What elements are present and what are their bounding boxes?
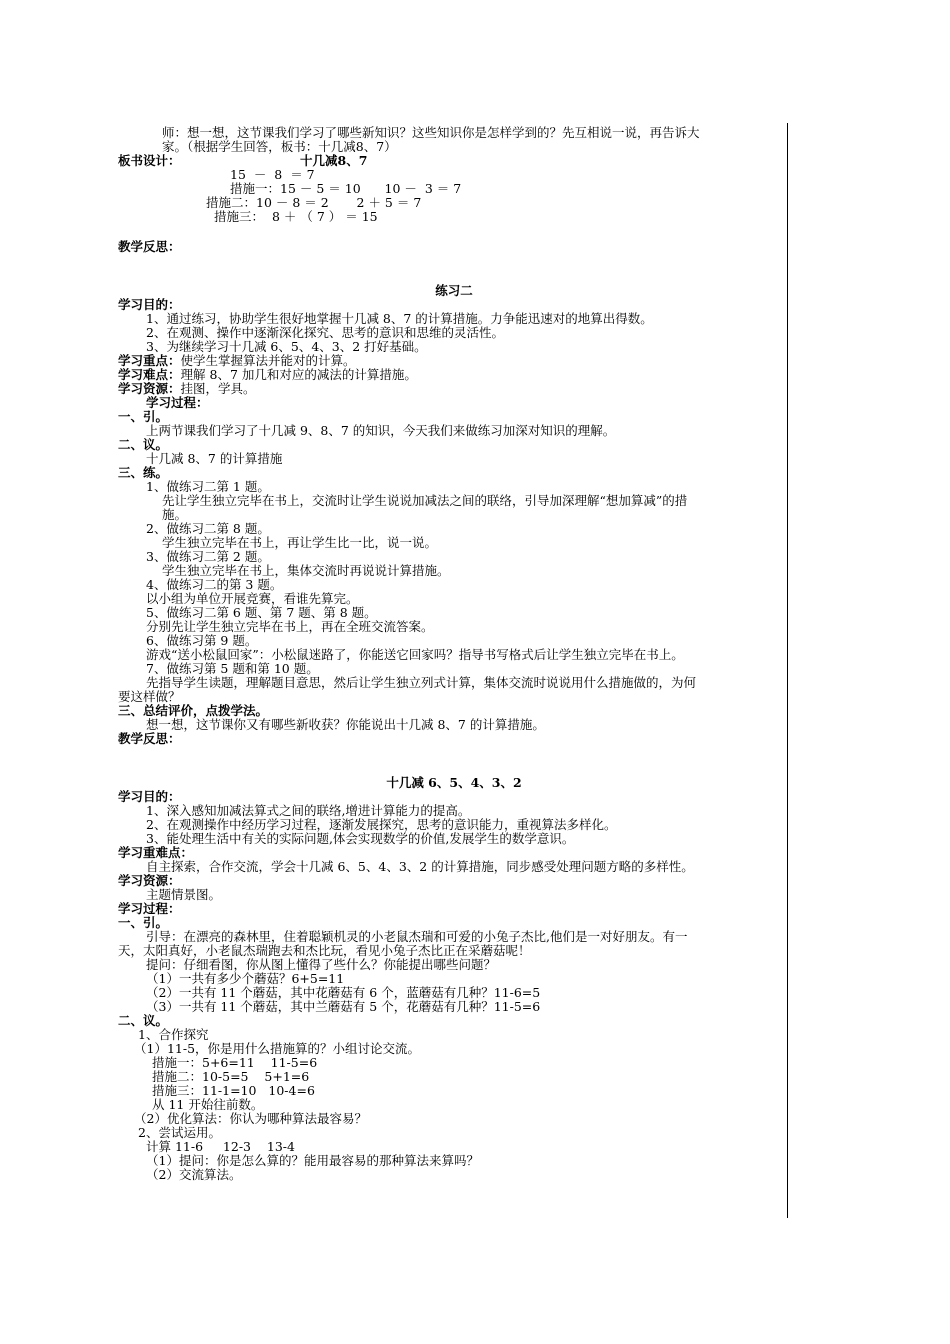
paragraph: 2、尝试运用。 <box>138 1125 221 1140</box>
section-title: 练习二 <box>435 283 473 298</box>
paragraph: （2）交流算法。 <box>146 1167 242 1182</box>
goal-item: 1、通过练习，协助学生很好地掌握十几减 8、7 的计算措施。力争能迅速对的地算出得数。 <box>146 311 653 326</box>
goal-item: 2、在观测、操作中逐渐深化探究、思考的意识和思维的灵活性。 <box>146 325 504 340</box>
teacher-line: 家。（根据学生回答，板书：十几减8、7） <box>162 139 397 154</box>
method-item: 从 11 开始往前数。 <box>152 1097 264 1112</box>
resources-label: 学习资源： <box>118 381 181 396</box>
paragraph: 提问：仔细看图，你从图上懂得了些什么？你能提出哪些问题？ <box>146 957 497 972</box>
paragraph: 先指导学生读题，理解题目意思，然后让学生独立列式计算，集体交流时说说用什么措施做的，为何 <box>146 675 697 690</box>
method-item: 措施二：10-5=5 5+1=6 <box>152 1069 310 1084</box>
resources-label: 学习资源： <box>118 873 181 888</box>
paragraph: 引导：在漂亮的森林里，住着聪颖机灵的小老鼠杰瑞和可爱的小兔子杰比,他们是一对好朋友。有一 <box>146 929 688 944</box>
question-item: （3）一共有 11 个蘑菇，其中兰蘑菇有 5 个，花蘑菇有几种？11-5=6 <box>146 999 541 1014</box>
teacher-line: 师：想一想，这节课我们学习了哪些新知识？这些知识你是怎样学到的？先互相说一说，再告诉大 <box>162 125 700 140</box>
goal-label: 学习目的： <box>118 789 181 804</box>
paragraph: （2）优化算法：你认为哪种算法最容易？ <box>134 1111 367 1126</box>
board-line: 措施二：10 － 8 ＝ 2 2 ＋ 5 ＝ 7 <box>206 195 422 210</box>
difficulty-label: 学习难点： <box>118 367 181 382</box>
board-line: 措施三： 8 ＋ （ 7 ） ＝ 15 <box>214 209 378 224</box>
exercise-item: 5、做练习二第 6 题、第 7 题、第 8 题。 <box>146 605 377 620</box>
goal-item: 3、为继续学习十几减 6、5、4、3、2 打好基础。 <box>146 339 427 354</box>
key-point <box>118 354 356 368</box>
process-label: 学习过程： <box>118 901 181 916</box>
step-heading: 三、练。 <box>118 465 169 480</box>
paragraph: 想一想，这节课你又有哪些新收获？你能说出十几减 8、7 的计算措施。 <box>146 717 545 732</box>
paragraph: 自主探索，合作交流，学会十几减 6、5、4、3、2 的计算措施，同步感受处理问题方略的多样性。 <box>146 859 694 874</box>
exercise-item: 2、做练习二第 8 题。 <box>146 521 270 536</box>
exercise-item: 1、做练习二第 1 题。 <box>146 479 270 494</box>
exercise-item: 7、做练习第 5 题和第 10 题。 <box>146 661 319 676</box>
section-title: 十几减 6、5、4、3、2 <box>386 775 522 790</box>
exercise-item: 3、做练习二第 2 题。 <box>146 549 270 564</box>
resources <box>118 382 256 396</box>
exercise-item: 6、做练习第 9 题。 <box>146 633 258 648</box>
board-line: 15 － 8 ＝ 7 <box>230 167 315 182</box>
paragraph: 主题情景图。 <box>146 887 222 902</box>
paragraph: （1）提问：你是怎么算的？能用最容易的那种算法来算吗？ <box>146 1153 479 1168</box>
board-line: 措施一：15 － 5 ＝ 10 10 － 3 ＝ 7 <box>230 181 462 196</box>
paragraph: 以小组为单位开展竞赛，看谁先算完。 <box>146 591 359 606</box>
paragraph: 先让学生独立完毕在书上，交流时让学生说说加减法之间的联络，引导加深理解“想加算减”的措 <box>162 493 688 508</box>
paragraph: 要这样做？ <box>118 689 181 704</box>
key-text: 使学生掌握算法并能对的计算。 <box>180 353 356 368</box>
goal-label: 学习目的： <box>118 297 181 312</box>
goal-item: 1、深入感知加减法算式之间的联络,增进计算能力的提高。 <box>146 803 471 818</box>
calc-line: 计算 11-6 12-3 13-4 <box>146 1139 295 1154</box>
board-title: 十几减8、7 <box>300 153 368 168</box>
exercise-item: 4、做练习二的第 3 题。 <box>146 577 283 592</box>
paragraph: 游戏“送小松鼠回家”：小松鼠迷路了，你能送它回家吗？指导书写格式后让学生独立完毕在书上。 <box>146 647 684 662</box>
document-page <box>118 123 790 1218</box>
paragraph: 分别先让学生独立完毕在书上，再在全班交流答案。 <box>146 619 434 634</box>
key-label: 学习重点： <box>118 353 181 368</box>
paragraph: 学生独立完毕在书上，再让学生比一比，说一说。 <box>162 535 438 550</box>
question-item: （2）一共有 11 个蘑菇，其中花蘑菇有 6 个，蓝蘑菇有几种？11-6=5 <box>146 985 541 1000</box>
step-heading: 二、议。 <box>118 1013 169 1028</box>
paragraph: 学生独立完毕在书上，集体交流时再说说计算措施。 <box>162 563 450 578</box>
goal-item: 3、能处理生活中有关的实际问题,体会实现数学的价值,发展学生的数学意识。 <box>146 831 575 846</box>
board-label: 板书设计： <box>118 153 181 168</box>
step-heading: 一、引。 <box>118 915 169 930</box>
goal-item: 2、在观测操作中经历学习过程，逐渐发展探究，思考的意识能力，重视算法多样化。 <box>146 817 617 832</box>
step-heading: 二、议。 <box>118 437 169 452</box>
paragraph: 上两节课我们学习了十几减 9、8、7 的知识，今天我们来做练习加深对知识的理解。 <box>146 423 616 438</box>
process-label: 学习过程： <box>146 395 209 410</box>
question-item: （1）一共有多少个蘑菇？6+5=11 <box>146 971 345 986</box>
step-heading: 一、引。 <box>118 409 169 424</box>
difficulty-text: 理解 8、7 加几和对应的减法的计算措施。 <box>180 367 417 382</box>
method-item: 措施三：11-1=10 10-4=6 <box>152 1083 315 1098</box>
step-heading: 三、总结评价，点拨学法。 <box>118 703 269 718</box>
key-label: 学习重难点： <box>118 845 194 860</box>
resources-text: 挂图，学具。 <box>180 381 256 396</box>
reflection-label: 教学反思： <box>118 731 181 746</box>
paragraph: 天，太阳真好，小老鼠杰瑞跑去和杰比玩，看见小兔子杰比正在采蘑菇呢！ <box>118 943 531 958</box>
difficulty <box>118 368 417 382</box>
paragraph: 施。 <box>162 507 188 522</box>
paragraph: 十几减 8、7 的计算措施 <box>146 451 283 466</box>
paragraph: （1）11-5，你是用什么措施算的？小组讨论交流。 <box>134 1041 421 1056</box>
reflection-label: 教学反思： <box>118 239 181 254</box>
paragraph: 1、合作探究 <box>138 1027 209 1042</box>
method-item: 措施一：5+6=11 11-5=6 <box>152 1055 318 1070</box>
